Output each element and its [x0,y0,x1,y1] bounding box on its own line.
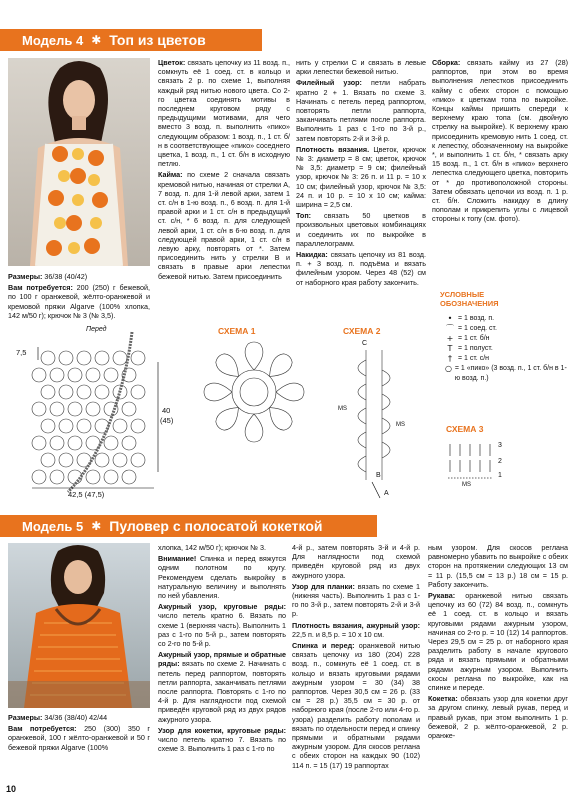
model5-sizes: 34/36 (38/40) 42/44 [42,713,108,722]
paragraph-text: число петель кратно 6. Вязать по схеме 1 (верхняя часть). Выполнить 1 раз с 1-го по 5-й р., затем повторять со 2-го по 5-й р. [158,611,286,649]
model4-requirements [8,272,150,322]
model5-paragraph [158,543,286,552]
scheme1-label: СХЕМА 1 [218,326,256,336]
paragraph-heading: Плотность вязания, ажурный узор: [292,620,420,630]
dim-right-label-2: (45) [160,416,174,425]
model5-paragraph [158,602,286,648]
legend-row [442,364,572,384]
legend-text: = 1 ст. с/н [458,355,490,362]
paragraph-heading: Цветок: [158,58,186,67]
model4-paragraph [296,78,426,142]
model5-paragraph [292,582,420,619]
paragraph-heading: Кайма: [158,170,183,180]
model4-paragraph [296,145,426,209]
legend-row [442,344,572,354]
model4-col1 [158,58,290,283]
paragraph-heading: Филейный узор: [296,78,362,88]
model4-paragraph [296,211,426,248]
model5-materials: 250 (300) 350 г оранжевой, 100 г жёлто-оранжевой и 50 г бежевой пряжи Algarve (100% [8,724,150,752]
paragraph-heading: Сборка: [432,58,461,67]
model5-paragraph [428,543,568,589]
paragraph-heading: Ажурный узор, прямые и обратные ряды: [158,650,286,669]
legend-text: = 1 ст. б/н [458,335,490,342]
paragraph-heading: Рукава: [428,591,456,601]
scheme1-flower [200,338,308,446]
scheme2-label-c: C [362,340,368,347]
paragraph-text: нить у стрелки С и связать в левые арки лепестки бежевой нитью. [296,58,426,77]
garment-schematic [8,322,188,502]
model5-col3 [428,543,568,742]
scheme2-label-b: B [376,472,381,479]
legend [442,314,572,384]
model4-paragraph [158,170,290,280]
scheme3-row-1: 1 [498,472,502,479]
model4-sizes: 36/38 (40/42) [42,272,88,281]
scheme2-border [336,340,416,502]
paragraph-text: петли набрать кратно 2 + 1. Вязать по схеме 3. Начинать с петель перед раппортом, повторять петли раппорта, заканчивать петлями после раппорта. Выполнить 1 раз с 1-го по 3-й р., затем повторять 2-й и 3-й р. [296,78,426,143]
model5-paragraph [158,554,286,600]
model5-paragraph [158,726,286,754]
paragraph-text: ным узором. Для скосов реглана равномерно убавить по выкройке с обеих сторон на протяжении следующих 13 см = 11 р. (15,5 см = 13 р.) 18 см = 15 р. Работу закончить. [428,543,568,589]
model5-sizes-label: Размеры: [8,713,43,722]
paragraph-heading: Узор для планки: [292,581,355,591]
model4-col3 [432,58,568,226]
model4-title: Топ из цветов [109,32,206,48]
legend-text: = 1 соед. ст. [458,325,497,332]
model5-paragraph [428,591,568,692]
model5-paragraph [292,621,420,639]
model4-paragraph [432,58,568,224]
model4-materials-label: Вам потребуется: [8,283,73,293]
half-double-icon: T [447,344,453,353]
legend-row [442,334,572,344]
scheme2-label: СХЕМА 2 [343,326,381,336]
model5-paragraph [292,641,420,770]
model4-header [0,29,262,51]
single-crochet-icon: + [446,334,454,343]
paragraph-heading: Внимание! [158,554,197,564]
paragraph-heading: Топ: [296,211,312,221]
paragraph-text: вязать по схеме 1 (нижняя часть). Выполнить 1 раз с 1-го по 3-й р., затем повторять 2-й и 3-й р. [292,581,420,619]
model4-paragraph [158,58,290,168]
paragraph-text: хлопка, 142 м/50 г); крючок № 3. [158,543,266,552]
dim-right-label: 40 [162,406,171,415]
model5-requirements [8,713,150,754]
scheme3-filet [444,434,514,496]
legend-text: = 1 «пико» (3 возд. п., 1 ст. б/н в 1-ю возд. п.) [454,365,567,382]
paragraph-text: связать кайму из 27 (28) раппортов, при этом во время выполнения лепестков присоединить кайму с обеих сторон с помощью «пико» к цветкам топа по выкройке. Концы каймы пришить спереди к верхнему краю топа (см. двойную стрелку на выкройке). К верхнему краю присоединить кремовую нить 1 соед. ст. к лепестку, обозначенному на выкройке *, и выполнить 1 ст. б/н, * связать арку 15 возд. п., 1 ст. б/н в «пико» верхнего лепестка следующего цветка, повторить от * до противоположной стороны. Затем обвязать цепочки из возд. п. 1 р. ст. б/н. Сложить накидку в длину пополам и прикрепить углы с лицевой стороны к топу (см. фото). [432,58,568,224]
scheme2-label-ms-2: MS [396,422,405,428]
model5-title: Пуловер с полосатой кокеткой [109,518,323,534]
model4-paragraph [296,58,426,76]
model4-materials: 200 (250) г бежевой, по 100 г оранжевой, жёлто-оранжевой и кремовой пряжи Algarve (100% хлопка, 142 м/50 г); крючок № 3 (№ 3,5). [8,283,150,320]
scheme3-label: СХЕМА 3 [446,424,484,434]
paragraph-text: связать 50 цветков в произвольных цветовых комбинациях и соединить их по выкройке в параллелограмм. [296,211,426,248]
model5-paragraph [292,543,420,580]
paragraph-text: связать цепочку из 11 возд. п., сомкнуть её 1 соед. ст. в кольцо и связать 2 р. по схеме 1, выполняя каждый ряд нитью нового цвета. Со 2-го цветка соединять мотивы в последнем круговом ряду с предыдущими мотивами, для чего вместо 3 возд. п. выполнить «пико» следующим образом: 1 возд. п., 1 ст. б/н в соответствующее «пико» соседнего цветка, 1 возд. п., 1 ст. б/н в исходную петлю. [158,58,290,169]
legend-text: = 1 возд. п. [458,315,495,322]
scheme3-row-2: 2 [498,458,502,465]
paragraph-heading: Спинка и перед: [292,641,355,651]
chain-stitch-icon: • [447,314,453,323]
paragraph-text: вязать по схеме 2. Начинать с петель перед раппортом, повторять петли раппорта, заканчивать петлями после раппорта. Повторять с 1-го по 4-й р. Для наглядности под схемой приведён круговой ряд из двух рядов ажурного узора. [158,659,286,724]
paragraph-text: 4-й р., затем повторять 3-й и 4-й р. Для наглядности под схемой приведён круговой ряд из двух ажурного узора. [292,543,420,580]
paragraph-text: оранжевой нитью связать цепочку из 60 (72) 84 возд. п., сомкнуть её 1 соед. ст. в кольцо и вязать круговыми рядами ажурным узором, начиная со 2-го р. = 10 (12) 14 раппортов. Через 29,5 см = 25 р. от наборного края разделить работу в начале кругового ряда и вязать прямыми и обратными рядами ажурным узором. Выполнить скосы реглана по выкройке, как на спинке и переде. [428,591,568,693]
scheme3-row-3: 3 [498,442,502,449]
model5-header [0,515,377,537]
model5-col1 [158,543,286,755]
model4-sizes-label: Размеры: [8,272,43,281]
model5-materials-label: Вам потребуется: [8,724,77,734]
model4-photo [8,58,150,266]
paragraph-text: Цветок, крючок № 3: диаметр = 8 см; цветок, крючок № 3,5: диаметр = 9 см; филейный узор, крючок № 3: 26 п. и 11 р. = 10 х 10 см; филейный узор, крючок № 3,5: 24 п. и 10 р. = 10 х 10 см; кайма: ширина = 2,5 см. [296,144,427,210]
slip-stitch-icon: ⌒ [446,324,454,333]
scheme2-label-ms: MS [338,406,347,412]
model5-col2 [292,543,420,772]
model5-photo [8,543,150,708]
legend-text: = 1 полуст. [458,345,493,352]
model4-col2 [296,58,426,289]
scheme3-ms: MS [462,482,471,488]
model4-star-icon: ✱ [91,33,102,47]
paragraph-text: связать цепочку из 81 возд. п. + 3 возд. п. подъёма и вязать филейным узором. Через 48 (52) см от наборного края работу закончить. [296,250,426,287]
paragraph-text: обвязать узор для кокетки друг за другом спинку, левый рукав, перед и правый рукав, при этом выполнить 1 р. бежевой, 2 р. жёлто-оранжевой, 2 р. оранже- [428,694,568,741]
dim-top-label: 7,5 [16,348,27,357]
model5-paragraph [428,694,568,740]
double-crochet-icon: † [448,354,452,363]
paragraph-text: Спинка и перед вяжутся одним полотном по кругу. Рекомендуем сделать выкройку в натуральную величину и выполнять по ней убавления. [158,554,286,601]
paragraph-text: 22,5 п. и 8,5 р. = 10 х 10 см. [292,629,385,639]
model5-number: Модель 5 [22,518,84,534]
paragraph-text: по схеме 2 сначала связать кремовой нитью, начиная от стрелки А, 7 возд. п. для 1-й левой арки, затем 1 ст. с/н в 1-ю возд. п., 6 возд. п. для 1-й правой арки и 1 ст. с/н в предыдущий ст. с/н, * 6 возд. п. для следующей левой арки, 1 ст. с/н в 6-ю возд. п. для следующей правой арки, 1 ст. с/н в левую арку, повторять от *. Затем присоединить нить у стрелки В и связать в правые арки лепестки бежевой нитью. Затем присоединить [158,170,290,281]
model5-paragraph [158,650,286,724]
model4-number: Модель 4 [22,32,84,48]
model5-star-icon: ✱ [91,519,102,533]
paragraph-heading: Кокетка: [428,694,458,704]
front-label: Перед [86,326,107,333]
picot-icon: ○ [444,364,452,373]
dim-bottom-label: 42,5 (47,5) [68,490,105,499]
page-number: 10 [6,784,17,794]
paragraph-text: оранжевой нитью связать цепочку из 180 (204) 228 возд. п., сомкнуть её 1 соед. ст. в кольцо и вязать круговыми рядами ажурным узором = 30 (34) 38 раппортов. Через 30,5 см = 26 р. (33 см = 28 р.) 35,5 см = 30 р. от наборного края (после 2-го или 4-го р. узора) разделить работу пополам и вязать по отдельности перед и спинку прямыми и обратными рядами ажурным узором. Для скосов реглана с обеих сторон на каждых 90 (102) 114 п. = 15 (17) 19 раппортах [292,641,420,770]
paragraph-heading: Накидка: [296,250,328,260]
legend-row [442,324,572,334]
model4-paragraph [296,250,426,287]
paragraph-text: число петель кратно 7. Вязать по схеме 3. Выполнить 1 раз с 1-го по [158,735,286,754]
paragraph-heading: Плотность вязания. [296,144,370,154]
legend-row [442,354,572,364]
paragraph-heading: Узор для кокетки, круговые ряды: [158,725,286,735]
paragraph-heading: Ажурный узор, круговые ряды: [158,602,286,612]
legend-row [442,314,572,324]
legend-title: УСЛОВНЫЕ ОБОЗНАЧЕНИЯ [440,290,499,308]
scheme2-label-a: A [384,490,389,497]
